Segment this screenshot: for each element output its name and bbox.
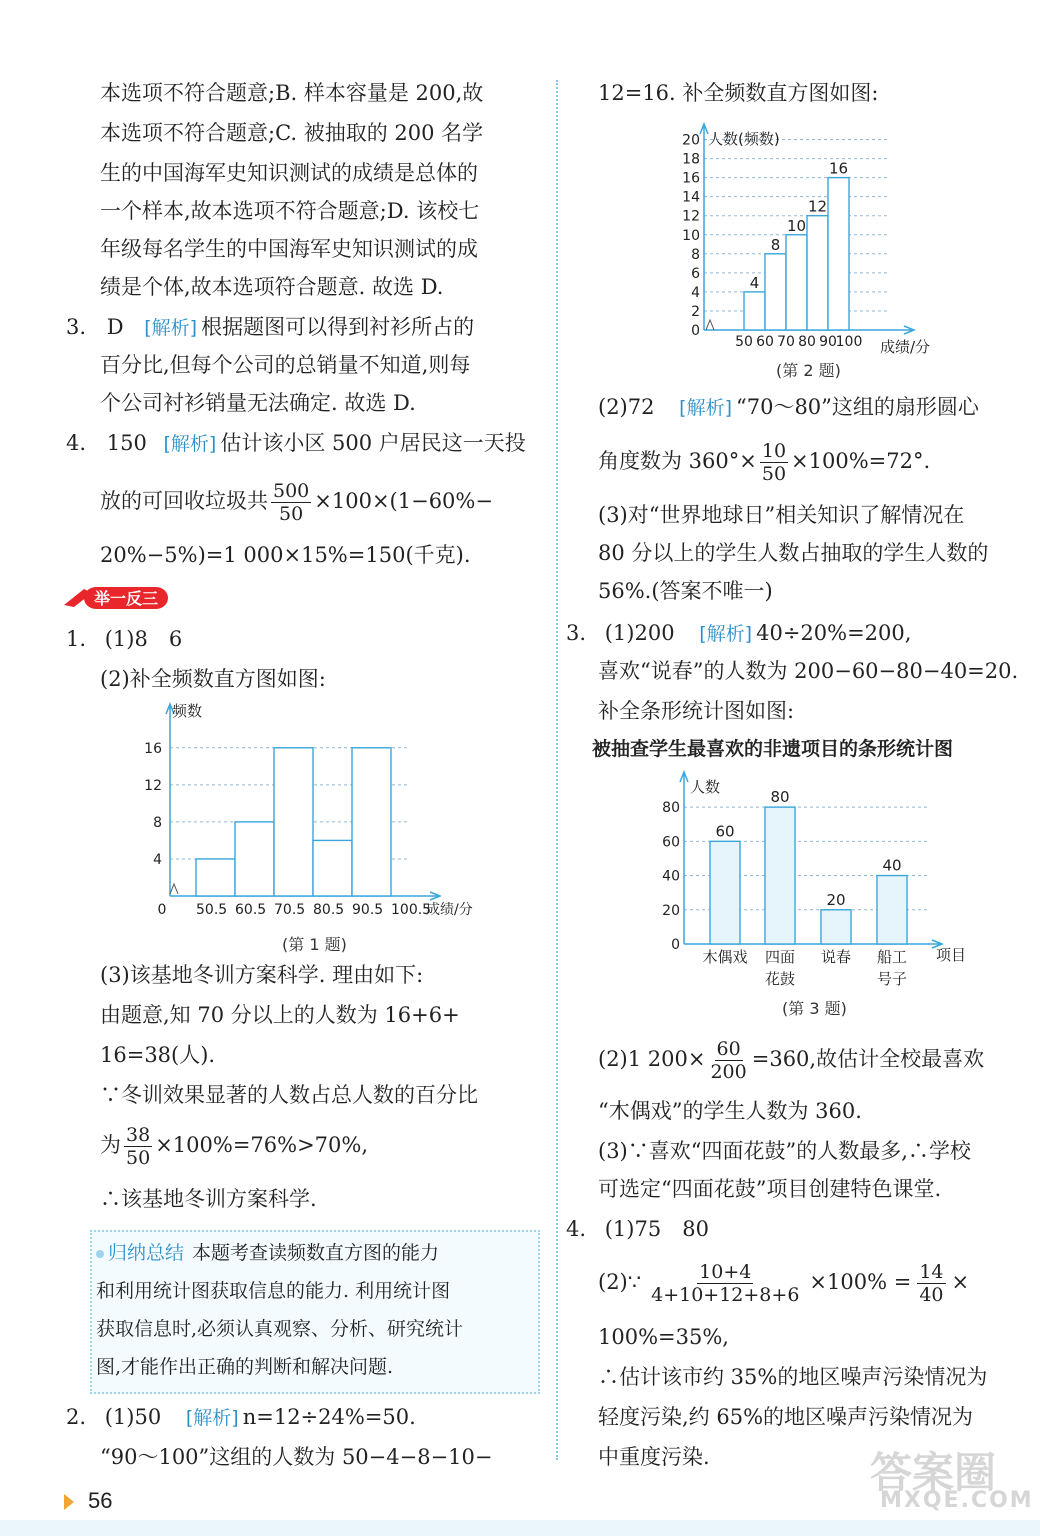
question-number: 3. <box>566 621 587 645</box>
y-axis-label: 人数 <box>690 778 721 796</box>
y-tick-label: 60 <box>662 834 680 851</box>
question-3-line-2: 百分比,但每个公司的总销量不知道,则每 <box>100 353 471 377</box>
y-axis-label: 频数 <box>172 702 203 720</box>
left-line-4: 一个样本,故本选项不符合题意;D. 该校七 <box>100 199 480 223</box>
analysis-text: n=12÷24%=50. <box>242 1405 416 1429</box>
question-4-line-1 <box>66 428 526 459</box>
fraction <box>760 440 788 485</box>
text: ×100×(1−60%− <box>314 489 493 513</box>
summary-line-3: 获取信息时,必须认真观察、分析、研究统计 <box>96 1318 464 1340</box>
x-tick-label: 50.5 <box>196 902 228 918</box>
y-tick-label: 18 <box>682 151 700 168</box>
bar-value-label: 20 <box>826 890 846 909</box>
histogram-bar <box>196 859 235 896</box>
summary-tag: 归纳总结 <box>108 1242 185 1264</box>
x-category-label: 说春 <box>820 948 852 966</box>
chart-1-caption: (第 1 题) <box>282 935 347 954</box>
histogram-bar <box>235 822 274 896</box>
x-tick-label: 100 <box>835 334 863 350</box>
question-r3-line-1 <box>566 618 911 649</box>
analysis-tag: [解析] <box>699 623 753 645</box>
x-category-label: 船工 <box>876 948 908 966</box>
y-tick-label: 4 <box>153 851 162 868</box>
bar <box>821 910 851 944</box>
question-r4-line-5: 轻度污染,约 65%的地区噪声污染情况为 <box>598 1405 974 1429</box>
answer: (1)75 80 <box>604 1217 709 1241</box>
bar <box>765 807 795 944</box>
chart-3-title: 被抽查学生最喜欢的非遗项目的条形统计图 <box>592 738 954 760</box>
question-r4-line-6: 中重度污染. <box>598 1445 710 1469</box>
fraction-denominator: 200 <box>710 1061 747 1083</box>
example-1-line-4: 由题意,知 70 分以上的人数为 16+6+ <box>100 1003 460 1027</box>
x-category-label: 木偶戏 <box>702 948 748 966</box>
analysis-tag: [解析] <box>144 317 198 339</box>
text: 放的可回收垃圾共 <box>100 489 268 513</box>
x-tick-label: 60 <box>756 334 774 350</box>
y-tick-label: 10 <box>682 227 700 244</box>
bar-value-label: 40 <box>882 856 902 875</box>
right-line-6: 56%.(答案不唯一) <box>598 579 773 603</box>
question-number: 3. <box>66 315 87 339</box>
question-r4-line-2 <box>598 1256 969 1308</box>
histogram-bar <box>274 748 313 896</box>
fraction <box>649 1261 801 1306</box>
left-line-3: 生的中国海军史知识测试的成绩是总体的 <box>100 161 478 185</box>
bottom-bar <box>0 1520 1040 1536</box>
analysis-text: 估计该小区 500 户居民这一天投 <box>220 431 526 455</box>
text: (2)∵ <box>598 1270 642 1294</box>
right-line-5: 80 分以上的学生人数占抽取的学生人数的 <box>598 541 989 565</box>
y-tick-label: 0 <box>671 937 680 953</box>
question-4-line-2 <box>100 476 493 526</box>
answer: (1)200 <box>604 621 675 645</box>
example-1-line-5: 16=38(人). <box>100 1043 216 1067</box>
y-tick-label: 20 <box>662 902 680 919</box>
watermark: 答案圈 <box>870 1448 997 1497</box>
answer: 150 <box>106 431 147 455</box>
bar-value-label: 12 <box>807 197 828 216</box>
summary-text: 本题考查读频数直方图的能力 <box>192 1242 440 1264</box>
summary-line-1 <box>96 1238 439 1268</box>
x-category-label: 号子 <box>876 970 908 988</box>
summary-box <box>90 1230 540 1394</box>
y-tick-label: 8 <box>691 246 700 263</box>
text: (2)1 200× <box>598 1047 706 1071</box>
section-badge <box>62 583 172 615</box>
y-axis-label: 人数(频数) <box>708 130 780 148</box>
example-2-line-1 <box>66 1402 416 1433</box>
x-category-label: 四面 <box>764 948 796 966</box>
y-tick-label: 12 <box>682 208 700 225</box>
fraction-denominator: 50 <box>761 463 787 485</box>
y-tick-label: 12 <box>144 777 162 794</box>
fraction-denominator: 50 <box>279 503 304 525</box>
bar <box>877 876 907 944</box>
x-tick-label: 90 <box>819 334 837 350</box>
bar-value-label: 10 <box>786 216 807 235</box>
chart-1-histogram <box>140 700 520 930</box>
x-tick-label: 100.5 <box>391 902 432 918</box>
bar-value-label: 8 <box>770 235 781 254</box>
summary-dot-icon <box>96 1250 104 1258</box>
text: 角度数为 360°× <box>598 449 757 473</box>
question-r4-line-1 <box>566 1214 709 1244</box>
fraction-numerator: 10 <box>761 440 787 462</box>
y-tick-label: 14 <box>682 189 700 206</box>
text: ×100%=76%>70%, <box>155 1133 369 1157</box>
answer: (2)72 <box>598 395 655 419</box>
y-tick-label: 0 <box>691 323 700 339</box>
y-tick-label: 2 <box>691 303 700 320</box>
question-r3-line-4 <box>598 1034 984 1084</box>
column-divider <box>556 80 558 1460</box>
question-number: 4. <box>566 1217 587 1241</box>
example-1-line-7 <box>100 1120 368 1170</box>
watermark-url: MXQE.COM <box>880 1488 1034 1513</box>
right-line-2 <box>598 392 979 423</box>
x-tick-label: 70 <box>777 334 795 350</box>
example-1-line-2: (2)补全频数直方图如图: <box>100 667 326 691</box>
question-r3-line-5: “木偶戏”的学生人数为 360. <box>598 1099 862 1123</box>
left-line-5: 年级每名学生的中国海军史知识测试的成 <box>100 237 478 261</box>
question-3-line-1 <box>66 312 474 343</box>
fraction-numerator: 10+4 <box>699 1261 752 1283</box>
page-arrow-icon <box>64 1494 74 1510</box>
axis-break-icon <box>706 320 714 330</box>
histogram-bar <box>786 235 807 330</box>
left-line-2: 本选项不符合题意;C. 被抽取的 200 名学 <box>100 121 484 145</box>
histogram-bar <box>807 216 828 330</box>
bar <box>710 841 740 944</box>
x-tick-label: 70.5 <box>274 902 306 918</box>
right-line-3 <box>598 436 930 486</box>
left-line-6: 绩是个体,故本选项符合题意. 故选 D. <box>100 275 444 299</box>
text: 为 <box>100 1133 121 1157</box>
x-tick-label: 80 <box>798 334 816 350</box>
example-1-line-1 <box>66 624 182 654</box>
x-tick-label: 50 <box>735 334 753 350</box>
text: =360,故估计全校最喜欢 <box>751 1047 985 1071</box>
page-number: 56 <box>88 1488 113 1513</box>
example-1-line-3: (3)该基地冬训方案科学. 理由如下: <box>100 963 424 987</box>
chart-2-histogram <box>672 118 962 356</box>
bar-value-label: 16 <box>828 159 849 178</box>
fraction-denominator: 4+10+12+8+6 <box>651 1284 800 1306</box>
answer: D <box>106 315 124 339</box>
text: ×100% = <box>809 1270 912 1294</box>
fraction <box>271 480 311 525</box>
fraction-denominator: 40 <box>919 1284 944 1306</box>
fraction-numerator: 500 <box>273 480 310 502</box>
question-r3-line-6: (3)∵喜欢“四面花鼓”的人数最多,∴学校 <box>598 1139 971 1163</box>
example-2-line-2: “90～100”这组的人数为 50−4−8−10− <box>100 1445 493 1469</box>
axis-break-icon <box>170 884 178 894</box>
y-tick-label: 16 <box>682 170 700 187</box>
x-category-label: 花鼓 <box>764 970 796 988</box>
fraction-numerator: 38 <box>126 1124 151 1146</box>
bar-value-label: 80 <box>770 788 790 807</box>
analysis-text: 40÷20%=200, <box>756 621 912 645</box>
y-tick-label: 80 <box>662 800 680 817</box>
left-line-1: 本选项不符合题意;B. 样本容量是 200,故 <box>100 81 484 105</box>
right-line-1: 12=16. 补全频数直方图如图: <box>598 81 879 105</box>
x-tick-label: 90.5 <box>352 902 384 918</box>
right-line-4: (3)对“世界地球日”相关知识了解情况在 <box>598 503 965 527</box>
analysis-tag: [解析] <box>185 1407 239 1429</box>
x-tick-label: 60.5 <box>235 902 267 918</box>
analysis-text: “70～80”这组的扇形圆心 <box>735 395 979 419</box>
histogram-bar <box>765 254 786 330</box>
question-number: 2. <box>66 1405 87 1429</box>
summary-line-2: 和利用统计图获取信息的能力. 利用统计图 <box>96 1280 451 1302</box>
y-tick-label: 20 <box>682 132 700 149</box>
histogram-bar <box>828 178 849 330</box>
question-r4-line-3: 100%=35%, <box>598 1325 729 1349</box>
text: ×100%=72°. <box>791 449 931 473</box>
analysis-tag: [解析] <box>679 397 732 419</box>
y-tick-label: 8 <box>153 814 162 831</box>
fraction <box>124 1124 152 1169</box>
fraction-numerator: 14 <box>919 1261 944 1283</box>
question-3-line-3: 个公司衬衫销量无法确定. 故选 D. <box>100 391 416 415</box>
question-number: 4. <box>66 431 87 455</box>
example-1-line-6: ∵冬训效果显著的人数占总人数的百分比 <box>100 1083 478 1107</box>
y-tick-label: 6 <box>691 265 700 282</box>
x-axis-label: 成绩/分 <box>426 902 473 918</box>
x-axis-label: 项目 <box>936 946 967 964</box>
analysis-tag: [解析] <box>163 433 217 455</box>
histogram-bar <box>313 840 352 896</box>
answer: (1)50 <box>104 1405 162 1429</box>
chart-3-caption: (第 3 题) <box>782 999 847 1018</box>
bar-value-label: 4 <box>749 273 760 292</box>
fraction-denominator: 50 <box>126 1147 151 1169</box>
question-4-line-3: 20%−5%)=1 000×15%=150(千克). <box>100 543 471 567</box>
badge-label: 举一反三 <box>94 589 159 608</box>
fraction-numerator: 60 <box>716 1038 741 1060</box>
question-r4-line-4: ∴估计该市约 35%的地区噪声污染情况为 <box>598 1365 988 1389</box>
question-r3-line-3: 补全条形统计图如图: <box>598 699 795 723</box>
chart-2-caption: (第 2 题) <box>776 361 841 380</box>
question-r3-line-2: 喜欢“说春”的人数为 200−60−80−40=20. <box>598 659 1019 683</box>
bar-value-label: 60 <box>715 822 735 841</box>
question-r3-line-7: 可选定“四面花鼓”项目创建特色课堂. <box>598 1177 942 1201</box>
y-tick-label: 40 <box>662 868 680 885</box>
summary-line-4: 图,才能作出正确的判断和解决问题. <box>96 1356 394 1378</box>
question-number: 1. <box>66 627 87 651</box>
y-tick-label: 16 <box>144 740 162 757</box>
fraction <box>708 1038 748 1083</box>
y-tick-label: 4 <box>691 284 700 301</box>
x-tick-label: 80.5 <box>313 902 345 918</box>
chart-3-bar-chart <box>640 768 990 994</box>
analysis-text: 根据题图可以得到衬衫所占的 <box>201 315 475 339</box>
histogram-bar <box>352 748 391 896</box>
histogram-bar <box>744 292 765 330</box>
answer: (1)8 6 <box>104 627 183 651</box>
text: × <box>951 1270 970 1294</box>
fraction <box>917 1261 945 1306</box>
x-axis-label: 成绩/分 <box>880 338 931 356</box>
x-tick-label: 0 <box>157 902 167 918</box>
example-1-line-8: ∴该基地冬训方案科学. <box>100 1187 317 1211</box>
